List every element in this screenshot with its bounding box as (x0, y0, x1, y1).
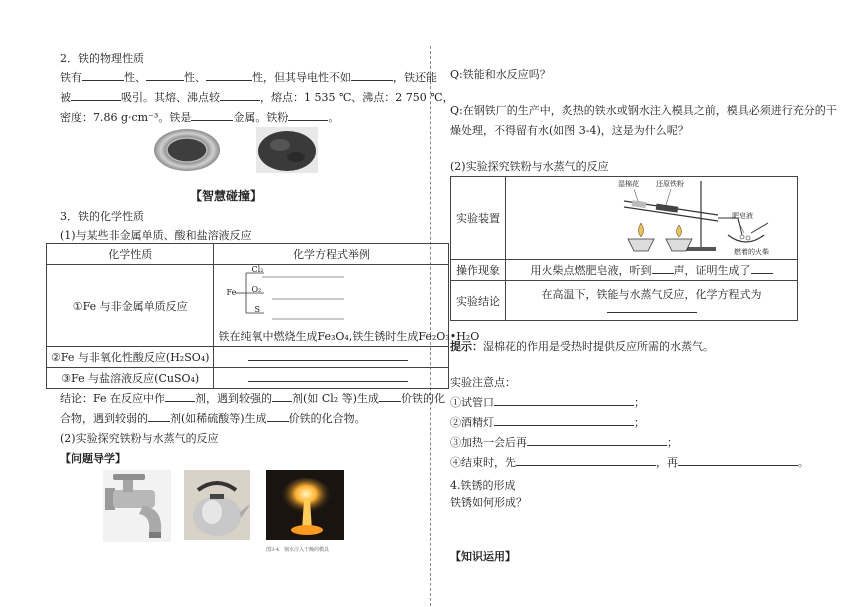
text: ，再 (656, 456, 678, 469)
text: ，铁还能 (393, 71, 437, 84)
physical-property-line-1 (60, 69, 437, 85)
reactant-o2: O₂ (251, 285, 262, 294)
table-row (451, 260, 798, 281)
phenomenon-cell (506, 260, 798, 281)
note-1 (450, 394, 645, 410)
hint-text: 湿棉花的作用是受热时提供反应所需的水蒸气。 (483, 340, 714, 353)
text: 结论：Fe 在反应中作 (60, 392, 166, 405)
blank (220, 90, 260, 101)
reactant-s: S (254, 305, 260, 314)
blank (248, 350, 408, 361)
blank (191, 110, 233, 121)
blank (288, 110, 328, 121)
table-header-row (47, 244, 449, 265)
molten-steel-image (266, 470, 344, 540)
label-soap-solution: 肥皂液 (732, 212, 753, 220)
blank (494, 415, 634, 426)
table-row (451, 281, 798, 321)
note-2 (450, 414, 645, 430)
rust-title: 4.铁锈的形成 (450, 479, 516, 492)
table-row (47, 368, 449, 389)
section-3-subtitle: (1)与某些非金属单质、酸和盐溶液反应 (60, 229, 252, 242)
row-label: 实验装置 (451, 177, 506, 260)
text: 剂(如稀硫酸等)生成 (170, 412, 267, 425)
apply-heading: 【知识运用】 (450, 550, 516, 563)
text: 金属。铁粉 (233, 111, 289, 124)
blank (351, 70, 393, 81)
label-iron-powder: 还原铁粉 (656, 180, 684, 188)
text: 价铁的化 (400, 392, 445, 405)
blank (272, 391, 292, 402)
blank (267, 411, 289, 422)
text: 合物，遇到较弱的 (60, 412, 148, 425)
text: ④结束时，先 (450, 456, 516, 469)
row-label: ②Fe 与非氧化性酸反应(H₂SO₄) (47, 347, 214, 368)
physical-property-line-3 (60, 109, 339, 125)
text: 。 (328, 111, 340, 124)
text: 价铁的化合物。 (288, 412, 366, 425)
table-row (451, 177, 798, 260)
text: 被 (60, 91, 71, 104)
blank (516, 455, 656, 466)
row-label: ③Fe 与盐溶液反应(CuSO₄) (47, 368, 214, 389)
text: 。 (798, 456, 809, 469)
row-label: 操作现象 (451, 260, 506, 281)
experiment-title: (2)实验探究铁粉与水蒸气的反应 (450, 160, 609, 173)
text: 性，但其导电性不如 (252, 71, 351, 84)
text: 在高温下，铁能与水蒸气反应，化学方程式为 (541, 287, 762, 301)
blank (527, 435, 667, 446)
hint-label: 提示： (450, 340, 483, 353)
text: ②酒精灯 (450, 416, 494, 429)
experiment-subtitle: (2)实验探究铁粉与水蒸气的反应 (60, 432, 219, 445)
hint-line (450, 338, 714, 354)
conclusion-line-2 (60, 410, 366, 426)
text: ③加热一会后再 (450, 436, 527, 449)
blank (71, 90, 121, 101)
apparatus-cell (506, 177, 798, 260)
kettle-image (184, 470, 250, 540)
text: ； (634, 396, 645, 409)
text: ①试管口 (450, 396, 494, 409)
blank (165, 391, 195, 402)
text: 用火柴点燃肥皂液，听到 (530, 264, 652, 277)
text: 声，证明生成了 (673, 264, 751, 277)
blank (206, 70, 252, 81)
blank (82, 70, 124, 81)
text: ； (634, 416, 645, 429)
blank (678, 455, 798, 466)
question-2-line-2: 燥处理，不得留有水(如图 3-4)，这是为什么呢？ (450, 124, 689, 137)
experiment-table (450, 176, 798, 321)
text: 吸引。其熔、沸点较 (121, 91, 220, 104)
iron-powder-image (256, 127, 318, 173)
conclusion-line-1 (60, 390, 445, 406)
photo-caption: 图3-4 钢水注入干燥的模具 (266, 547, 330, 553)
blank (379, 391, 401, 402)
physical-property-line-2 (60, 89, 454, 105)
faucet-image (103, 470, 171, 542)
text: 密度：7.86 g·cm⁻³。铁是 (60, 111, 192, 124)
rust-note: 铁在纯氧中燃烧生成Fe₃O₄,铁生锈时生成Fe₂O₃•H₂O (218, 330, 480, 343)
notes-title: 实验注意点： (450, 376, 516, 389)
text: 性、 (184, 71, 206, 84)
blank (494, 395, 634, 406)
blank (751, 263, 773, 274)
label-burning-match: 燃着的火柴 (734, 248, 769, 256)
note-4 (450, 454, 809, 470)
section-3-title: 3．铁的化学性质 (60, 210, 144, 223)
question-1: Q:铁能和水反应吗？ (450, 68, 551, 81)
conclusion-cell (506, 281, 798, 321)
table-header: 化学方程式举例 (214, 244, 449, 265)
text: 剂，遇到较强的 (195, 392, 273, 405)
blank (607, 302, 697, 313)
blank (148, 411, 170, 422)
iron-ring-image (152, 125, 222, 173)
blank (248, 371, 408, 382)
iron-symbol: Fe (226, 288, 237, 297)
text: ； (667, 436, 678, 449)
table-header: 化学性质 (47, 244, 214, 265)
section-2-title: 2．铁的物理性质 (60, 52, 144, 65)
answer-cell (214, 347, 449, 368)
blank (146, 70, 184, 81)
text: 剂(如 Cl₂ 等)生成 (292, 392, 379, 405)
answer-cell (214, 368, 449, 389)
text: 铁有 (60, 71, 82, 84)
label-wet-cotton: 湿棉花 (618, 180, 639, 188)
reactant-cl2: Cl₂ (251, 265, 264, 274)
question-2-line-1: Q:在钢铁厂的生产中，炙热的铁水或钢水注入模具之前，模具必须进行充分的干 (450, 104, 837, 117)
table-row (47, 347, 449, 368)
row-label: 实验结论 (451, 281, 506, 321)
guide-heading: 【问题导学】 (60, 452, 126, 465)
text: ，熔点：1 535 ℃、沸点：2 750 ℃， (260, 91, 454, 104)
blank (652, 263, 674, 274)
text: 性、 (124, 71, 146, 84)
table-row (47, 265, 449, 347)
note-3 (450, 434, 678, 450)
rust-question: 铁锈如何形成？ (450, 496, 527, 509)
row-label: ①Fe 与非金属单质反应 (47, 265, 214, 347)
wisdom-heading: 【智慧碰撞】 (190, 189, 263, 203)
